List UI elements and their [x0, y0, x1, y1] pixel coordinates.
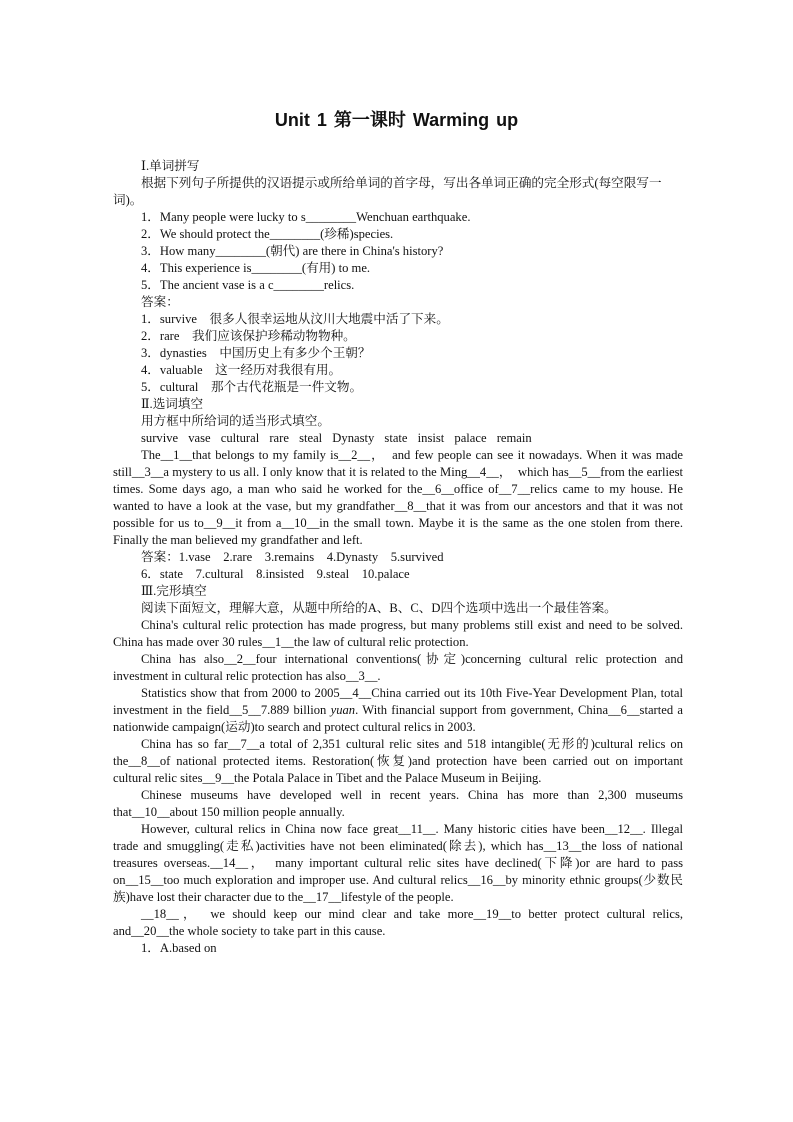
section2-answers-line1: 答案：1.vase 2.rare 3.remains 4.Dynasty 5.survived — [141, 550, 444, 564]
section2-heading: Ⅱ.选词填空 — [141, 397, 204, 411]
section3-yuan: yuan — [330, 703, 356, 717]
section1-answer-label: 答案： — [141, 295, 179, 309]
section1-question-4: 4．This experience is________(有用) to me. — [141, 261, 371, 275]
section2-answers-line2: 6．state 7.cultural 8.insisted 9.steal 10.palace — [141, 567, 410, 581]
section3-paragraph-6: However, cultural relics in China now face great__11__. Many historic cities have been__12__. Illegal trade and smuggling(走私)activities have not been eliminated(除去), which has__13__the loss of national treasures overseas.__14__， many important cultural relic sites have declined(下降)or are hard to pass on__15__too much exploration and improper use. And cultural relics__16__by minority ethnic groups(少数民族)have lost their character due to the__17__lifestyle of the people. — [113, 822, 683, 904]
section3-paragraph-3b: . With financial support from government, China__6__started a nationwide campaign(运动)to search and protect cultural relics in 2003. — [113, 703, 683, 734]
page-title: Unit 1 第一课时 Warming up — [274, 110, 519, 130]
section3-option-1: 1．A.based on — [141, 941, 217, 955]
section1-question-2: 2．We should protect the________(珍稀)species. — [141, 227, 394, 241]
section3-paragraph-7: __18__， we should keep our mind clear and take more__19__to better protect cultural relics, and__20__the whole society to take part in this cause. — [113, 907, 683, 938]
section3-paragraph-4: China has so far__7__a total of 2,351 cultural relic sites and 518 intangible(无形的)cultural relics on the__8__of national protected items. Restoration(恢复)and protection have been carried out on important cultural relic sites__9__the Potala Palace in Tibet and the Palace Museum in Beijing. — [113, 737, 683, 785]
section1-answer-3: 3．dynasties 中国历史上有多少个王朝？ — [141, 346, 371, 360]
section1-answer-1: 1．survive 很多人很幸运地从汶川大地震中活了下来。 — [141, 312, 449, 326]
section1-instructions: 根据下列句子所提供的汉语提示或所给单词的首字母，写出各单词正确的完全形式(每空限写一词)。 — [113, 176, 662, 207]
section1-heading: Ⅰ.单词拼写 — [141, 159, 200, 173]
section2-passage: The__1__that belongs to my family is__2__， and few people can see it nowadays. When it was made still__3__a mystery to us all. I only know that it is related to the Ming__4__， which has__5__from the earliest times. Some days ago, a man who said he worked for the__6__office of__7__relics came to my house. He wanted to have a look at the vase, but my grandfather__8__that it was from our ancestors and that it was not possible for us to__9__it from a__10__in the small town. Maybe it is the same as the one stolen from there. Finally the man believed my grandfather and left. — [113, 448, 683, 547]
section3-paragraph-1: China's cultural relic protection has made progress, but many problems still exist and need to be solved. China has made over 30 rules__1__the law of cultural relic protection. — [113, 618, 683, 649]
section1-answer-4: 4．valuable 这一经历对我很有用。 — [141, 363, 342, 377]
section2-word-box: survive vase cultural rare steal Dynasty state insist palace remain — [141, 431, 532, 445]
section3-paragraph-2: China has also__2__four international conventions(协定)concerning cultural relic protection and investment in cultural relic protection has also__3__. — [113, 652, 683, 683]
section3-paragraph-3 — [113, 685, 683, 736]
section3-paragraph-3a: Statistics show that from 2000 to 2005__4__China carried out its 10th Five-Year Development Plan, total investment in the field__5__7.889 billion — [113, 686, 683, 717]
section1-answer-5: 5．cultural 那个古代花瓶是一件文物。 — [141, 380, 363, 394]
section1-answer-2: 2．rare 我们应该保护珍稀动物物种。 — [141, 329, 356, 343]
section3-heading: Ⅲ.完形填空 — [141, 584, 207, 598]
section1-question-5: 5．The ancient vase is a c________relics. — [141, 278, 355, 292]
section3-paragraph-5: Chinese museums have developed well in recent years. China has more than 2,300 museums that__10__about 150 million people annually. — [113, 788, 683, 819]
section2-instructions: 用方框中所给词的适当形式填空。 — [141, 414, 330, 428]
document-body — [113, 158, 683, 957]
section3-instructions: 阅读下面短文，理解大意，从题中所给的A、B、C、D四个选项中选出一个最佳答案。 — [141, 601, 617, 615]
section1-question-1: 1．Many people were lucky to s________Wenchuan earthquake. — [141, 210, 471, 224]
section1-question-3: 3．How many________(朝代) are there in China's history? — [141, 244, 444, 258]
